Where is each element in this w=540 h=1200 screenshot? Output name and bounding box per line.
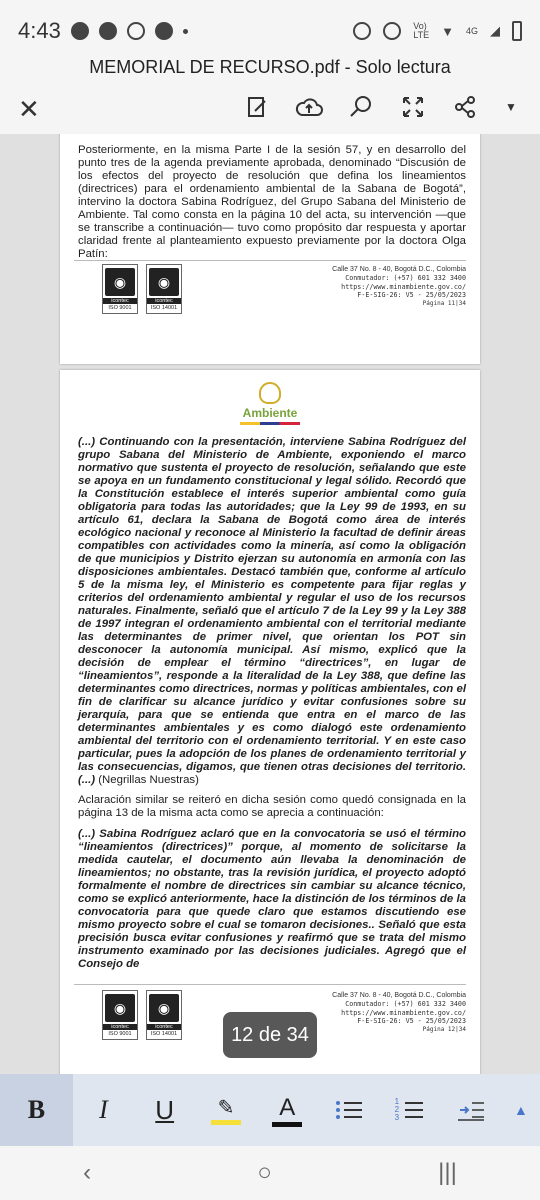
wifi-icon: ▼ [441,23,454,39]
italic-button[interactable]: I [99,1095,108,1124]
page1-paragraph: Posteriormente, en la misma Parte I de la sesión 57, y en desarrollo del punto tres de la agenda previamente aprobada, denominado “Discusión de los efectos del proyecto de resolución que defina los lineamientos (directrices) para el ordenamiento ambiental de la Sabana de Bogotá”, intervino la doctora Sabina Rodríguez, del Grupo Sabana del Ministerio de Ambiente. Tal como consta en la página 10 del acta, su intervención —que se transcribe a continuación— tuvo como propósito dar respuesta y aportar claridad frente al planteamiento expuesto previamente por la doctora Olga Patín: [78,144,466,260]
do-not-disturb-icon [383,22,401,40]
alarm-icon [353,22,371,40]
font-color-button[interactable]: A [257,1082,318,1138]
recent-apps-icon[interactable]: ||| [438,1159,457,1186]
indent-button[interactable] [440,1082,501,1138]
ambiente-logo: Ambiente [230,382,310,425]
whatsapp-icon [71,22,89,40]
underline-button[interactable]: U [155,1094,175,1125]
bullet-list-button[interactable] [318,1082,379,1138]
scissors-icon [127,22,145,40]
system-icons [353,21,522,41]
footer-contact: Calle 37 No. 8 - 40, Bogotá D.C., Colombia Conmutador: (+57) 601 332 3400 https://www.minambiente.gov.co/ F-E-SIG-26: V5 - 25/05/2023 Página 12|34 [332,992,466,1033]
icontec-logo: ◉ icontec ISO 9001 [102,264,138,314]
page2-paragraph: Aclaración similar se reiteró en dicha sesión como quedó consignada en la página 13 de la misma acta como se aprecia a continuación: [78,794,466,819]
font-color-swatch [272,1122,302,1127]
highlight-button[interactable] [195,1082,256,1138]
icontec-logo: ◉ icontec ISO 9001 [102,990,138,1040]
pdf-page-11 [60,134,480,364]
fullscreen-icon[interactable] [398,92,428,122]
quote-1: (...) Continuando con la presentación, interviene Sabina Rodríguez del grupo Sabana del Ministerio de Ambiente, exponiendo el marco normativo que sustenta el proyecto de resolución, señalando que este se apoya en un fundamento constitucional y legal sólido. Recordó que la Constitución establece el interés superior ambiental como guía obligatoria para todas las autoridades; que la Ley 99 de 1993, en su artículo 61, declara la Sabana de Bogotá como área de interés ecológico nacional y reconoce al Ministerio la facultad de definir áreas compatibles con actividades como la minería, así como la obligación de que municipios y Distrito ejerzan su autonomía en armonía con las disposiciones ambientales. Destacó también que, conforme al artículo 5 de la misma ley, el Ministerio es competente para fijar reglas y criterios del ordenamiento ambiental y regular el uso de los recursos naturales. Finalmente, señaló que el artículo 7 de la Ley 99 y la Ley 388 de 1997 integran el ordenamiento ambiental con el territorial mediante las determinantes de primer nivel, que orientan los POT sin desconocer la autonomía municipal. Así mismo, explicó que la decisión de emplear el término “directrices”, en lugar de “lineamientos”, responde a la literalidad de la Ley 388, que define las determinantes como directrices, normas y políticas ambientales, con el fin de clarificar su alcance jurídico y evitar confusiones sobre su jerarquía, para que se entienda que entra en el marco de las determinantes ambientales y es como dialogó este ordenamiento ambiental del territorio con el ordenamiento territorial. Y en este caso particular, pues la adopción de los planes de ordenamiento territorial y las consecuencias, digamos, que tienen otras decisiones del territorio. (...) (Negrillas Nuestras) [78,436,466,786]
icontec-logo: ◉ icontec ISO 14001 [146,264,182,314]
signal-icon: ◢ [490,23,500,38]
pdf-page-12 [60,370,480,1074]
certification-logos [102,264,182,314]
icontec-logo: ◉ icontec ISO 14001 [146,990,182,1040]
close-icon[interactable]: ✕ [18,94,40,124]
back-icon[interactable]: ‹ [83,1159,92,1186]
pdf-viewer[interactable] [0,134,540,1074]
numbered-list-button[interactable]: 1 2 3 [379,1082,440,1138]
quote-2: (...) Sabina Rodríguez aclaró que en la convocatoria se usó el término “lineamientos (directrices)” porque, al momento de solicitarse la medida cautelar, el documento aún llevaba la denominación de lineamientos; no obstante, tras la revisión jurídica, el proyecto adoptó formalmente el nombre de directrices sin cambiar su alcance técnico, como se explicó anteriormente, hace la distinción de los términos de la convocatoria para que quede claro que estamos discutiendo ese mismo proyecto sobre el cual se tomaron decisiones.. Señaló que esta precisión busca evitar confusiones y reafirmó que se trata del mismo instrumento examinado por las decisiones judiciales. Agregó que el Consejo de [78,828,466,970]
dot-icon [183,29,188,34]
home-icon[interactable]: ○ [257,1159,272,1186]
android-nav-bar [0,1146,540,1200]
document-title: MEMORIAL DE RECURSO.pdf - Solo lectura [0,50,540,84]
certification-logos [102,990,182,1040]
facebook-icon [99,22,117,40]
highlight-color-swatch [211,1120,241,1125]
facebook-icon [155,22,173,40]
expand-toolbar-icon[interactable]: ▲ [513,1102,528,1118]
page-indicator: 12 de 34 [223,1012,317,1058]
notification-icons [71,22,188,40]
signal-label: 4G [465,26,478,36]
edit-icon[interactable] [242,92,272,122]
status-time: 4:43 [18,18,61,43]
footer-divider [74,260,466,261]
top-toolbar [0,84,540,134]
highlighter-icon: ✎ [217,1097,235,1119]
footer-contact: Calle 37 No. 8 - 40, Bogotá D.C., Colombia Conmutador: (+57) 601 332 3400 https://www.minambiente.gov.co/ F-E-SIG-26: V5 - 25/05/2023 Página 11|34 [332,266,466,307]
volte-icon: Vo) LTE [413,21,430,40]
format-toolbar [0,1074,540,1146]
battery-icon [512,21,522,41]
search-icon[interactable] [346,92,376,122]
more-dropdown-icon[interactable]: ▼ [505,100,517,114]
cloud-upload-icon[interactable] [294,92,324,122]
bold-button[interactable]: B [0,1074,73,1146]
footer-divider [74,984,466,985]
share-icon[interactable] [450,92,480,122]
